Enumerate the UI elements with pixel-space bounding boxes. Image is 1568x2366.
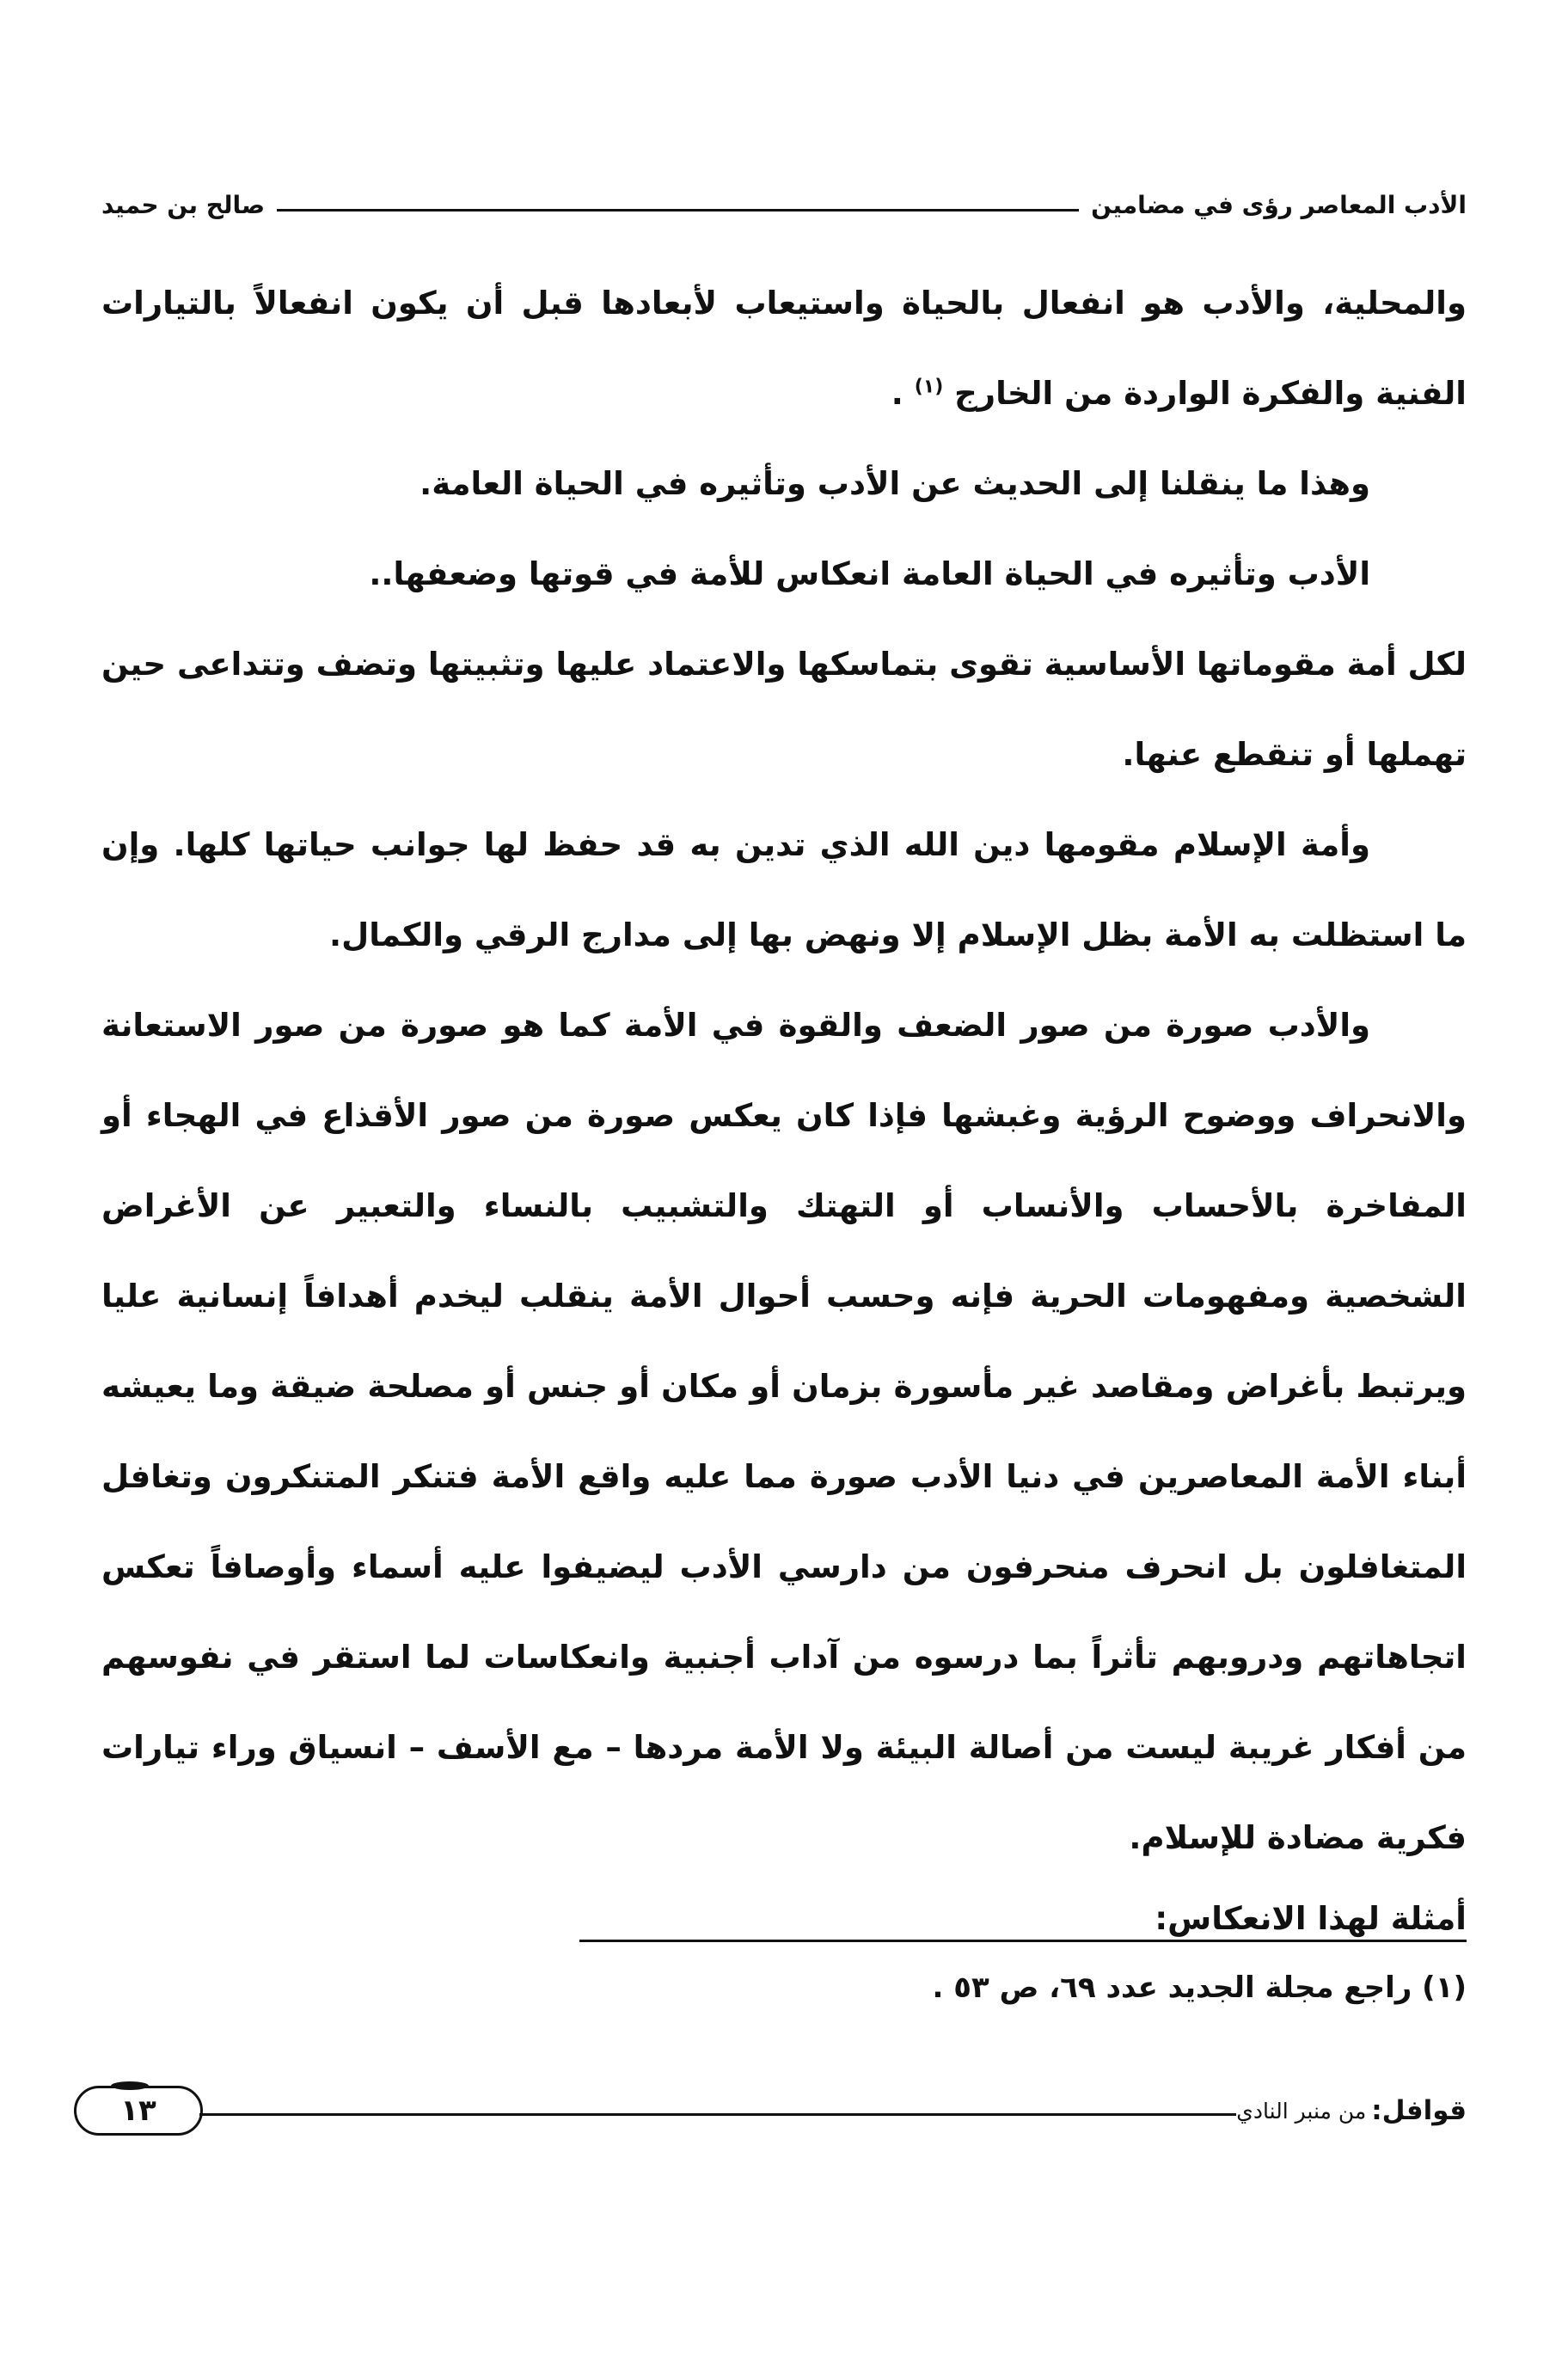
- paragraph-1: [101, 258, 1467, 438]
- footnote-separator: [579, 1940, 1467, 1942]
- paragraph-3: الأدب وتأثيره في الحياة العامة انعكاس للأمة في قوتها وضعفها..: [369, 555, 1370, 592]
- running-header: [101, 181, 1467, 229]
- footnote-reference[interactable]: (١): [914, 376, 944, 398]
- body-text: [101, 258, 1467, 1955]
- header-title: الأدب المعاصر رؤى في مضامين: [1091, 190, 1467, 219]
- header-rule: [277, 209, 1079, 211]
- paragraph-1-end: .: [891, 375, 915, 412]
- paragraph-4: لكل أمة مقوماتها الأساسية تقوى بتماسكها والاعتماد عليها وتثبيتها وتضف وتتداعى حين تهملها أو تنقطع عنها.: [101, 646, 1467, 773]
- footer-subtitle: من منبر النادي: [1236, 2098, 1367, 2124]
- paragraph-7: أمثلة لهذا الانعكاس:: [1155, 1900, 1467, 1937]
- header-author: صالح بن حميد: [101, 190, 266, 219]
- footer-book-title-text: قوافل: [1381, 2095, 1467, 2126]
- page-number-text: ١٣: [120, 2093, 156, 2128]
- footer-colon: :: [1371, 2095, 1382, 2126]
- footer-book-title: [1371, 2095, 1467, 2126]
- paragraph-6: والأدب صورة من صور الضعف والقوة في الأمة كما هو صورة من صور الاستعانة والانحراف ووضوح الرؤية وغبشها فإذا كان يعكس صورة من صور الأقذاع في الهجاء أو المفاخرة بالأحساب والأنساب أو التهتك والتشبيب بالنساء والتعبير عن الأغراض الشخصية ومفهومات الحرية فإنه وحسب أحوال الأمة ينقلب ليخدم أهدافاً إنسانية عليا ويرتبط بأغراض ومقاصد غير مأسورة بزمان أو مكان أو جنس أو مصلحة ضيقة وما يعيشه أبناء الأمة المعاصرين في دنيا الأدب صورة مما عليه واقع الأمة فتنكر المتنكرون وتغافل المتغافلون بل انحرف منحرفون من دارسي الأدب ليضيفوا عليه أسماء وأوصافاً تعكس اتجاهاتهم ودروبهم تأثراً بما درسوه من آداب أجنبية وانعكاسات لما استقر في نفوسهم من أفكار غريبة ليست من أصالة البيئة ولا الأمة مردها – مع الأسف – انسياق وراء تيارات فكرية مضادة للإسلام.: [101, 1007, 1467, 1856]
- paragraph-2: وهذا ما ينقلنا إلى الحديث عن الأدب وتأثيره في الحياة العامة.: [420, 465, 1370, 502]
- paragraph-5: وأمة الإسلام مقومها دين الله الذي تدين به قد حفظ لها جوانب حياتها كلها. وإن ما استظلت به الأمة بظل الإسلام إلا ونهض بها إلى مدارج الرقي والكمال.: [101, 826, 1467, 953]
- page-number: [74, 2086, 203, 2136]
- footnote: (١) راجع مجلة الجديد عدد ٦٩، ص ٥٣ .: [932, 1971, 1467, 2005]
- paragraph-1-text: والمحلية، والأدب هو انفعال بالحياة واستيعاب لأبعادها قبل أن يكون انفعالاً بالتيارات الفنية والفكرة الواردة من الخارج: [101, 285, 1467, 412]
- running-footer: [74, 2081, 1467, 2141]
- footer-rule: [199, 2113, 1236, 2116]
